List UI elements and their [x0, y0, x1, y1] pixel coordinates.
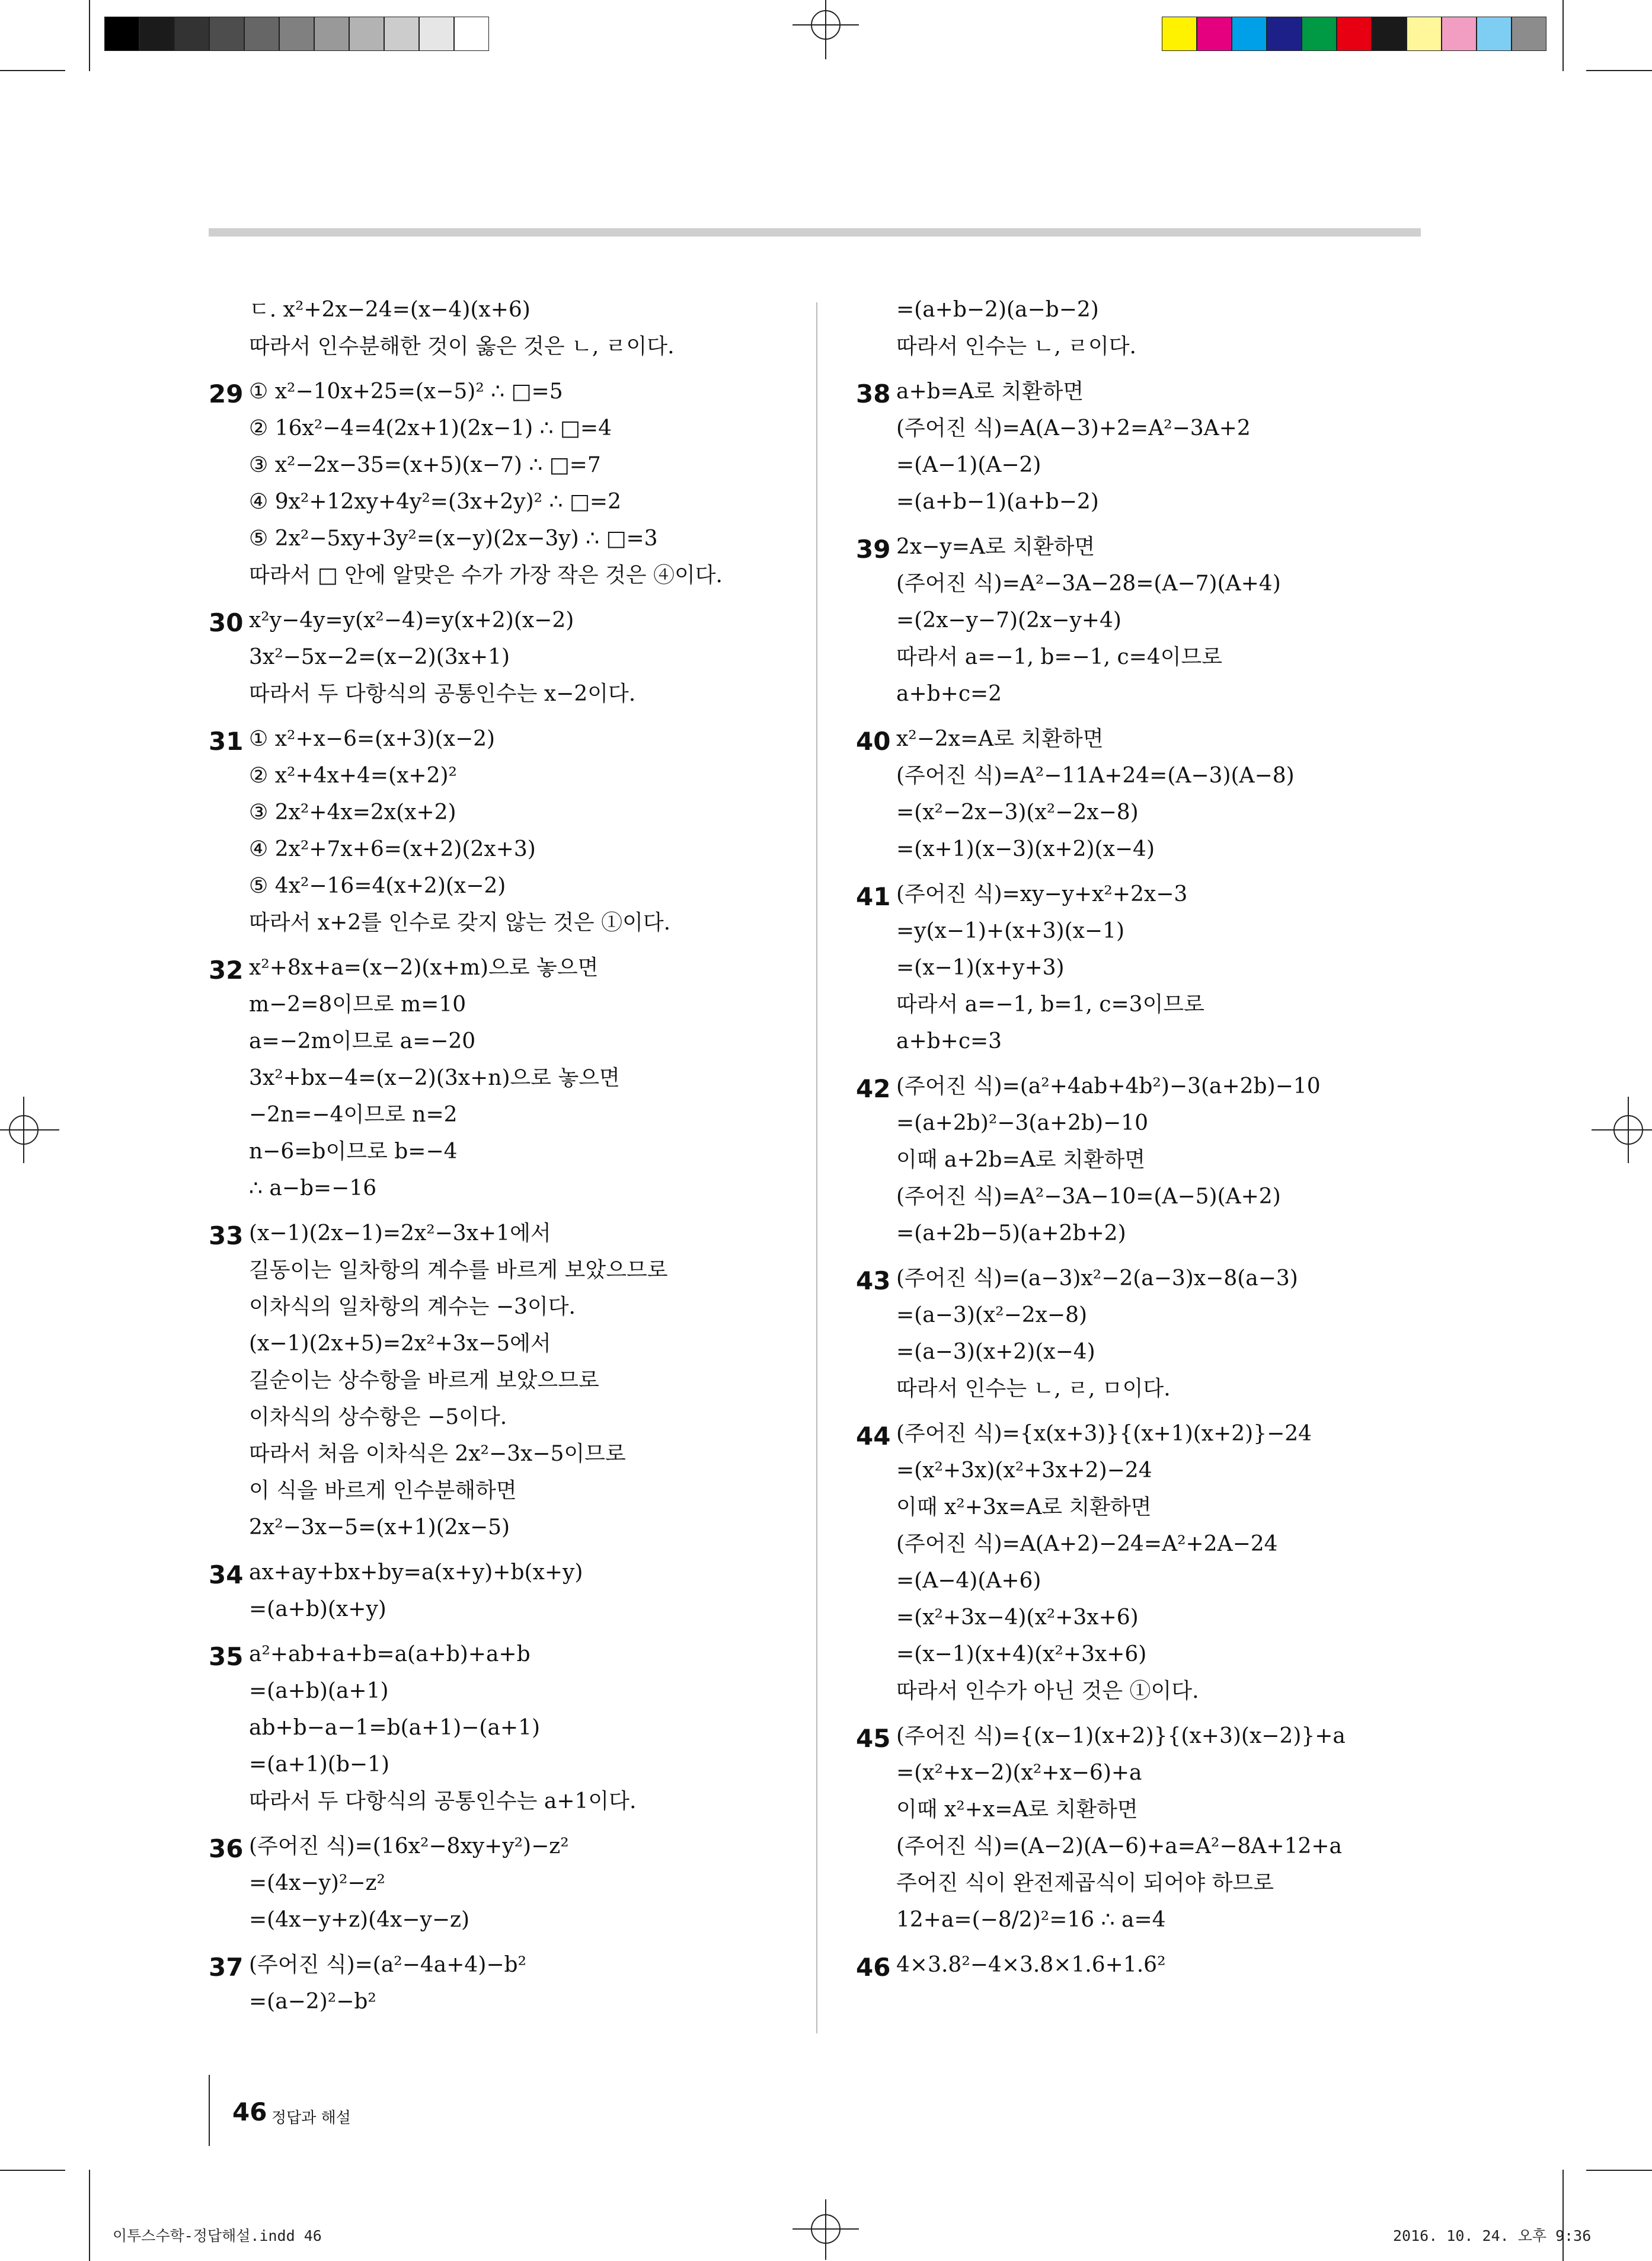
color-swatch: [244, 17, 279, 51]
spacer: [209, 713, 801, 721]
spacer: [856, 1939, 1437, 1947]
color-swatch: [1162, 17, 1197, 51]
solution-line: =(a−3)(x²−2x−8): [896, 1303, 1088, 1327]
solution-line: (주어진 식)=A(A−3)+2=A²−3A+2: [896, 416, 1251, 440]
problem-block: [209, 1828, 801, 1939]
header-rule: [209, 228, 1421, 237]
crop-mark: [1562, 2170, 1564, 2261]
solution-line: =(a+b−2)(a−b−2): [896, 298, 1099, 322]
solution-line: 따라서 처음 이차식은 2x²−3x−5이므로: [249, 1442, 626, 1466]
solution-line: ∴ a−b=−16: [249, 1176, 377, 1200]
problem-number: 34: [209, 1560, 244, 1589]
solution-line: 따라서 두 다항식의 공통인수는 a+1이다.: [249, 1789, 637, 1813]
solution-line: 따라서 인수가 아닌 것은 ①이다.: [896, 1679, 1199, 1703]
solution-line: ④ 2x²+7x+6=(x+2)(2x+3): [249, 837, 536, 861]
spacer: [856, 1252, 1437, 1260]
problem-number: 36: [209, 1834, 244, 1863]
problem-number: 35: [209, 1642, 244, 1671]
solution-line: x²+8x+a=(x−2)(x+m)으로 놓으면: [249, 956, 599, 980]
section-title: 정답과 해설: [271, 2109, 351, 2127]
spacer: [209, 1546, 801, 1554]
right-column: [856, 292, 1437, 1992]
solution-line: (주어진 식)=A(A+2)−24=A²+2A−24: [896, 1532, 1278, 1556]
solution-line: ⑤ 4x²−16=4(x+2)(x−2): [249, 874, 506, 898]
solution-line: =(a+2b)²−3(a+2b)−10: [896, 1111, 1148, 1135]
problem-block: [856, 373, 1437, 520]
crop-mark: [1562, 0, 1564, 71]
spacer: [209, 1939, 801, 1947]
spacer: [856, 1407, 1437, 1416]
problem-number: 37: [209, 1953, 244, 1982]
color-swatch: [419, 17, 454, 51]
crop-mark: [89, 0, 90, 71]
solution-line: a²+ab+a+b=a(a+b)+a+b: [249, 1642, 531, 1666]
solution-line: ax+ay+bx+by=a(x+y)+b(x+y): [249, 1560, 583, 1585]
spacer: [856, 1710, 1437, 1718]
slug-date: 2016. 10. 24. 오후 9:36: [1393, 2227, 1592, 2244]
spacer: [856, 365, 1437, 373]
color-swatch: [384, 17, 419, 51]
spacer: [209, 1820, 801, 1828]
problem-block: [856, 721, 1437, 868]
solution-line: =(x−1)(x+y+3): [896, 956, 1065, 980]
color-swatch: [174, 17, 209, 51]
solution-line: 따라서 두 다항식의 공통인수는 x−2이다.: [249, 682, 636, 706]
solution-line: 4×3.8²−4×3.8×1.6+1.6²: [896, 1953, 1166, 1977]
spacer: [856, 520, 1437, 529]
problem-number: 46: [856, 1953, 891, 1982]
spacer: [209, 1207, 801, 1215]
solution-line: (주어진 식)=(a²−4a+4)−b²: [249, 1953, 527, 1977]
solution-line: (주어진 식)=(a²+4ab+4b²)−3(a+2b)−10: [896, 1074, 1321, 1098]
solution-line: ab+b−a−1=b(a+1)−(a+1): [249, 1716, 541, 1740]
color-swatch: [1512, 17, 1546, 51]
problem-block: [209, 950, 801, 1207]
problem-block: [856, 529, 1437, 713]
solution-line: 따라서 a=−1, b=−1, c=4이므로: [896, 645, 1223, 669]
solution-line: 이때 x²+x=A로 치환하면: [896, 1797, 1138, 1822]
spacer: [209, 594, 801, 602]
solution-line: =(x²+3x)(x²+3x+2)−24: [896, 1458, 1152, 1483]
spacer: [209, 1628, 801, 1636]
problem-number: 38: [856, 379, 891, 408]
solution-line: =(x²−2x−3)(x²−2x−8): [896, 800, 1139, 825]
crop-mark: [89, 2170, 90, 2261]
registration-mark-bottom: [793, 2193, 859, 2260]
solution-line: =(x−1)(x+4)(x²+3x+6): [896, 1642, 1147, 1666]
solution-line: −2n=−4이므로 n=2: [249, 1103, 458, 1127]
color-swatch: [1197, 17, 1232, 51]
solution-line: =(a+2b−5)(a+2b+2): [896, 1221, 1126, 1246]
solution-line: 2x²−3x−5=(x+1)(2x−5): [249, 1515, 510, 1540]
solution-line: =(a−3)(x+2)(x−4): [896, 1340, 1095, 1364]
problem-number: 43: [856, 1266, 891, 1295]
solution-line: x²y−4y=y(x²−4)=y(x+2)(x−2): [249, 608, 574, 633]
solution-line: =(A−4)(A+6): [896, 1569, 1041, 1593]
problem-block: [856, 292, 1437, 365]
problem-block: [209, 1554, 801, 1628]
solution-line: =(x²+x−2)(x²+x−6)+a: [896, 1761, 1142, 1785]
solution-line: 12+a=(−8/2)²=16 ∴ a=4: [896, 1908, 1166, 1932]
problem-block: [209, 373, 801, 594]
solution-line: =(A−1)(A−2): [896, 453, 1041, 477]
solution-line: 이차식의 일차항의 계수는 −3이다.: [249, 1295, 576, 1319]
spacer: [856, 1060, 1437, 1068]
solution-line: n−6=b이므로 b=−4: [249, 1139, 458, 1164]
registration-mark-left: [0, 1097, 66, 1163]
solution-line: 이때 x²+3x=A로 치환하면: [896, 1495, 1152, 1519]
solution-line: 길순이는 상수항을 바르게 보았으므로: [249, 1368, 599, 1393]
problem-block: [856, 876, 1437, 1060]
problem-block: [856, 1947, 1437, 1984]
solution-line: 2x−y=A로 치환하면: [896, 535, 1095, 559]
solution-line: =(x²+3x−4)(x²+3x+6): [896, 1605, 1139, 1630]
spacer: [856, 868, 1437, 876]
solution-line: =(4x−y)²−z²: [249, 1871, 385, 1895]
problem-number: 45: [856, 1724, 891, 1753]
solution-line: a=−2m이므로 a=−20: [249, 1029, 476, 1053]
solution-line: =(a+b−1)(a+b−2): [896, 490, 1099, 514]
solution-line: 따라서 인수는 ㄴ, ㄹ이다.: [896, 334, 1136, 359]
solution-line: =(a+b)(a+1): [249, 1679, 389, 1703]
page-number: 46: [232, 2097, 267, 2126]
problem-block: [209, 1215, 801, 1546]
problem-number: 44: [856, 1422, 891, 1451]
solution-line: 따라서 x+2를 인수로 갖지 않는 것은 ①이다.: [249, 911, 671, 935]
spacer: [209, 2020, 801, 2029]
problem-block: [856, 1068, 1437, 1252]
solution-line: ⑤ 2x²−5xy+3y²=(x−y)(2x−3y) ∴ □=3: [249, 526, 658, 551]
slug-filename: 이투스수학-정답해설.indd 46: [113, 2227, 322, 2244]
problem-number: 31: [209, 727, 244, 756]
solution-line: 이때 a+2b=A로 치환하면: [896, 1148, 1146, 1172]
spacer: [209, 365, 801, 373]
registration-mark-right: [1586, 1097, 1652, 1163]
solution-line: =(a+1)(b−1): [249, 1752, 389, 1777]
registration-mark-top: [793, 0, 859, 66]
solution-line: (주어진 식)=(16x²−8xy+y²)−z²: [249, 1834, 569, 1858]
solution-line: 주어진 식이 완전제곱식이 되어야 하므로: [896, 1871, 1274, 1895]
problem-number: 30: [209, 608, 244, 637]
solution-line: (주어진 식)=A²−3A−28=(A−7)(A+4): [896, 571, 1281, 596]
solution-line: ① x²−10x+25=(x−5)² ∴ □=5: [249, 379, 563, 404]
solution-line: 따라서 □ 안에 알맞은 수가 가장 작은 것은 ④이다.: [249, 563, 723, 587]
solution-line: ② x²+4x+4=(x+2)²: [249, 764, 457, 788]
solution-line: ① x²+x−6=(x+3)(x−2): [249, 727, 496, 751]
color-swatch: [209, 17, 244, 51]
solution-line: 3x²+bx−4=(x−2)(3x+n)으로 놓으면: [249, 1066, 620, 1090]
spacer: [856, 1984, 1437, 1992]
problem-block: [856, 1260, 1437, 1407]
column-divider: [816, 302, 817, 2033]
solution-line: m−2=8이므로 m=10: [249, 992, 466, 1017]
color-swatch: [1477, 17, 1512, 51]
solution-line: ③ x²−2x−35=(x+5)(x−7) ∴ □=7: [249, 453, 601, 477]
solution-line: =(a−2)²−b²: [249, 1989, 376, 2014]
problem-number: 42: [856, 1074, 891, 1103]
solution-line: a+b+c=3: [896, 1029, 1002, 1053]
solution-line: (주어진 식)=A²−3A−10=(A−5)(A+2): [896, 1184, 1281, 1209]
color-swatch: [314, 17, 349, 51]
solution-line: ③ 2x²+4x=2x(x+2): [249, 800, 456, 825]
solution-line: =y(x−1)+(x+3)(x−1): [896, 919, 1125, 943]
spacer: [209, 941, 801, 950]
problem-number: 39: [856, 535, 891, 564]
solution-line: ② 16x²−4=4(2x+1)(2x−1) ∴ □=4: [249, 416, 612, 440]
solution-line: (주어진 식)={(x−1)(x+2)}{(x+3)(x−2)}+a: [896, 1724, 1346, 1748]
problem-number: 32: [209, 956, 244, 985]
color-swatch: [1407, 17, 1442, 51]
solution-line: (주어진 식)=xy−y+x²+2x−3: [896, 882, 1188, 906]
solution-line: 3x²−5x−2=(x−2)(3x+1): [249, 645, 510, 669]
color-swatch: [1232, 17, 1267, 51]
color-swatch: [1337, 17, 1372, 51]
solution-line: ㄷ. x²+2x−24=(x−4)(x+6): [249, 298, 531, 322]
problem-block: [209, 1947, 801, 2020]
solution-line: 따라서 a=−1, b=1, c=3이므로: [896, 992, 1204, 1017]
solution-line: a+b=A로 치환하면: [896, 379, 1084, 404]
problem-block: [856, 1416, 1437, 1710]
solution-line: (주어진 식)=A²−11A+24=(A−3)(A−8): [896, 764, 1295, 788]
solution-line: 이차식의 상수항은 −5이다.: [249, 1405, 507, 1429]
color-swatch: [349, 17, 384, 51]
solution-line: 이 식을 바르게 인수분해하면: [249, 1478, 517, 1503]
solution-line: =(a+b)(x+y): [249, 1597, 386, 1621]
solution-line: (x−1)(2x−1)=2x²−3x+1에서: [249, 1221, 551, 1246]
problem-block: [209, 1636, 801, 1820]
problem-block: [209, 721, 801, 941]
problem-number: 40: [856, 727, 891, 756]
solution-line: x²−2x=A로 치환하면: [896, 727, 1104, 751]
problem-block: [856, 1718, 1437, 1939]
color-swatch: [104, 17, 139, 51]
solution-line: (주어진 식)={x(x+3)}{(x+1)(x+2)}−24: [896, 1422, 1312, 1446]
color-swatch: [1302, 17, 1337, 51]
spacer: [856, 713, 1437, 721]
color-swatch: [1267, 17, 1302, 51]
solution-line: ④ 9x²+12xy+4y²=(3x+2y)² ∴ □=2: [249, 490, 621, 514]
color-swatch: [1442, 17, 1477, 51]
solution-line: 따라서 인수는 ㄴ, ㄹ, ㅁ이다.: [896, 1377, 1171, 1401]
solution-line: 길동이는 일차항의 계수를 바르게 보았으므로: [249, 1258, 668, 1282]
solution-line: (주어진 식)=(a−3)x²−2(a−3)x−8(a−3): [896, 1266, 1298, 1291]
problem-number: 29: [209, 379, 244, 408]
problem-number: 41: [856, 882, 891, 911]
problem-number: 33: [209, 1221, 244, 1250]
solution-line: =(2x−y−7)(2x−y+4): [896, 608, 1121, 633]
solution-line: (주어진 식)=(A−2)(A−6)+a=A²−8A+12+a: [896, 1834, 1343, 1858]
crop-mark: [1586, 70, 1652, 71]
color-swatch: [279, 17, 314, 51]
left-column: [209, 292, 801, 2029]
problem-block: [209, 602, 801, 713]
solution-line: (x−1)(2x+5)=2x²+3x−5에서: [249, 1331, 551, 1356]
color-swatch: [139, 17, 174, 51]
solution-line: 따라서 인수분해한 것이 옳은 것은 ㄴ, ㄹ이다.: [249, 334, 675, 359]
problem-block: [209, 292, 801, 365]
crop-mark: [0, 2170, 65, 2171]
color-swatch: [454, 17, 489, 51]
solution-line: a+b+c=2: [896, 682, 1002, 706]
footer-rule: [209, 2075, 210, 2146]
color-swatch: [1372, 17, 1407, 51]
solution-line: =(4x−y+z)(4x−y−z): [249, 1908, 470, 1932]
crop-mark: [0, 70, 65, 71]
solution-line: =(x+1)(x−3)(x+2)(x−4): [896, 837, 1155, 861]
crop-mark: [1586, 2170, 1652, 2171]
